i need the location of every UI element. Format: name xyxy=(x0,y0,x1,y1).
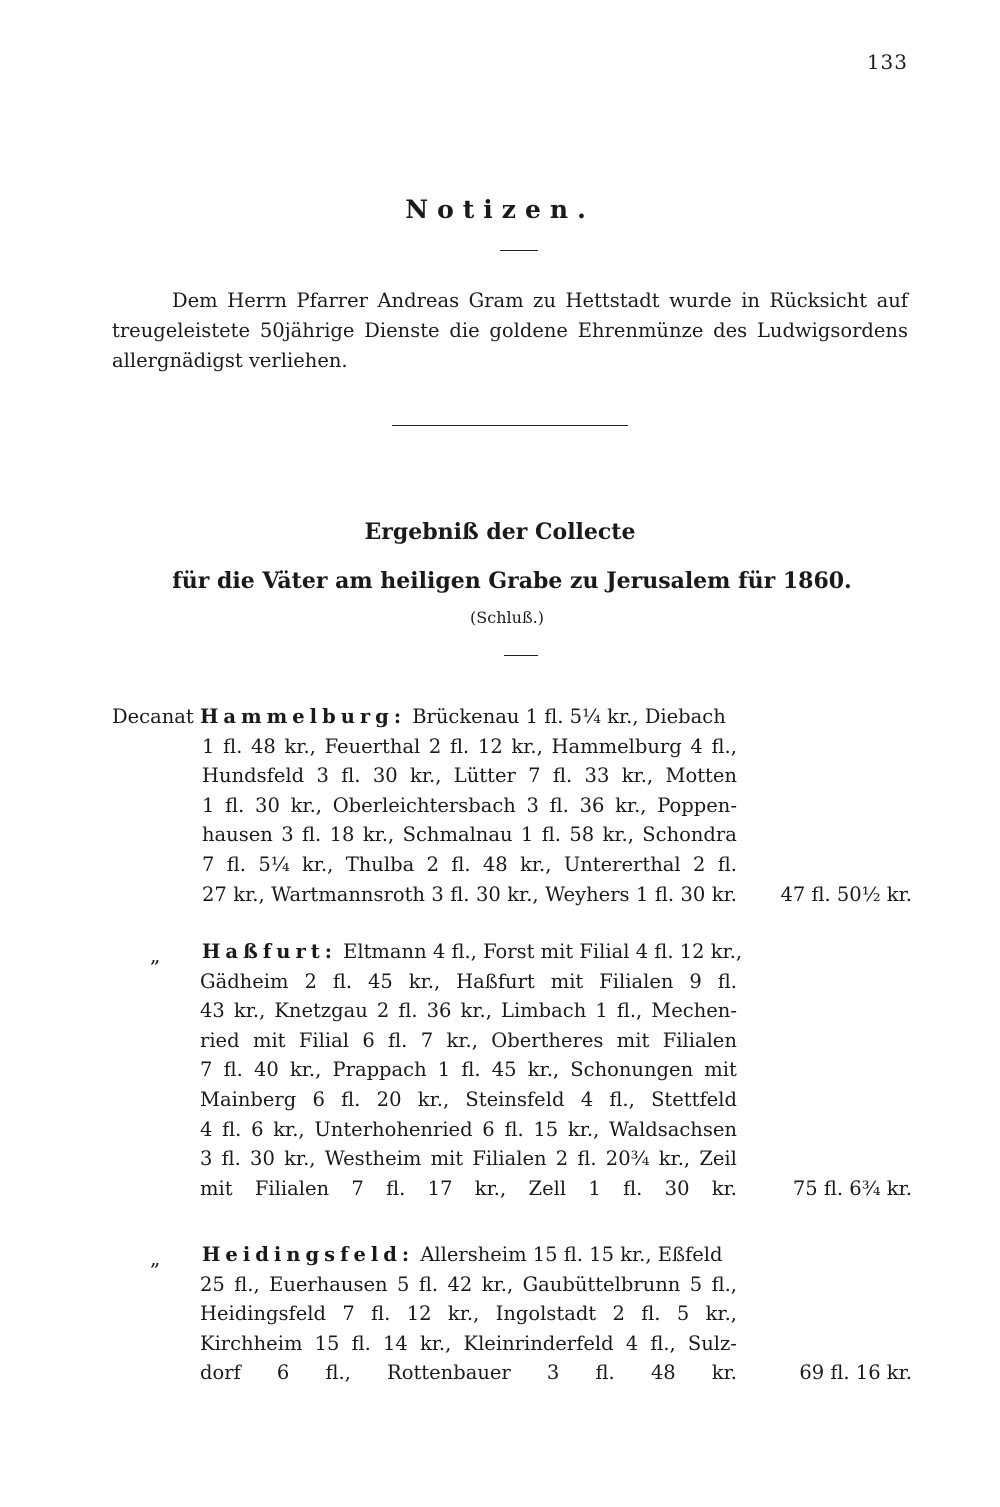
entry-line xyxy=(202,1299,737,1329)
word: 6 xyxy=(362,1028,375,1052)
word: 5 xyxy=(689,1272,703,1296)
word: 36 xyxy=(579,793,605,817)
word: 3 xyxy=(200,1147,213,1171)
word: 45 xyxy=(491,1058,517,1082)
entry-line xyxy=(202,732,737,762)
word: fl. xyxy=(341,764,361,788)
entry-lead xyxy=(112,937,743,967)
word: 4 xyxy=(690,734,703,758)
entry-line xyxy=(202,967,737,997)
word: Filialen xyxy=(599,969,674,993)
word: fl. xyxy=(717,852,737,876)
word: 42 xyxy=(447,1272,473,1296)
entry-line xyxy=(202,791,737,821)
word: 6 xyxy=(251,1117,264,1141)
word: 45 xyxy=(368,969,393,993)
word: 3 xyxy=(281,823,294,847)
entry-line xyxy=(202,1055,737,1085)
entry-line xyxy=(202,996,737,1026)
word: Filialen xyxy=(662,1028,737,1052)
word: 5 xyxy=(676,1302,690,1326)
word: Unterhohenried xyxy=(314,1117,473,1141)
word: Schondra xyxy=(642,823,737,847)
word: Heidingsfeld xyxy=(200,1302,327,1326)
word: fl., xyxy=(650,1331,676,1355)
ditto-mark: „ xyxy=(150,943,161,967)
word: kr., xyxy=(408,969,441,993)
entry-line xyxy=(202,1329,737,1359)
divider-short xyxy=(500,250,538,251)
word: Gädheim xyxy=(200,969,289,993)
word: Oberleichtersbach xyxy=(332,793,516,817)
entry-line xyxy=(202,1026,737,1056)
word: kr., xyxy=(289,1058,322,1082)
word: kr., xyxy=(615,793,647,817)
word: Motten xyxy=(665,764,737,788)
word: mit xyxy=(430,1147,464,1171)
entry-name: Hammelburg: xyxy=(199,705,407,728)
word: Filial xyxy=(298,1028,349,1052)
word: Feuerthal xyxy=(324,734,421,758)
word: fl., xyxy=(711,734,737,758)
word: 36 xyxy=(426,999,452,1023)
word: Haßfurt xyxy=(456,969,535,993)
entry-line xyxy=(202,1085,737,1115)
word: fl., xyxy=(234,1272,260,1296)
word: 15 xyxy=(533,1117,559,1141)
entry-line xyxy=(202,1144,737,1174)
word: fl. xyxy=(332,969,353,993)
word: Lütter xyxy=(453,764,516,788)
word: kr., xyxy=(481,1272,514,1296)
word: 6 xyxy=(312,1087,325,1111)
word: Sulz- xyxy=(687,1331,737,1355)
word: 2 xyxy=(692,852,706,876)
word: kr., xyxy=(284,1147,316,1171)
word: 48 xyxy=(250,734,276,758)
word: 1 xyxy=(595,999,608,1023)
entry-line: Brückenau 1 fl. 5¼ kr., Diebach xyxy=(412,705,726,728)
word: 30 xyxy=(250,1147,275,1171)
word: mit xyxy=(550,969,584,993)
word: fl. xyxy=(549,793,569,817)
word: 33 xyxy=(584,764,610,788)
word: fl. xyxy=(398,999,418,1023)
word: 2 xyxy=(555,1147,569,1171)
word: 2 xyxy=(304,969,317,993)
word: fl. xyxy=(552,764,573,788)
entry-name: Haßfurt: xyxy=(202,940,337,963)
word: fl. xyxy=(388,1028,408,1052)
deanery-entry xyxy=(112,702,912,909)
word: kr., xyxy=(621,764,654,788)
word: fl. xyxy=(541,823,561,847)
word: 7 xyxy=(202,852,215,876)
word: fl. xyxy=(504,1117,524,1141)
word: ried xyxy=(200,1028,240,1052)
word: Steinsfeld xyxy=(465,1087,565,1111)
entry-prefix: Decanat xyxy=(112,705,194,728)
word: Filialen xyxy=(472,1147,547,1171)
word: 5 xyxy=(397,1272,410,1296)
word: 18 xyxy=(329,823,355,847)
divider-short xyxy=(504,655,538,656)
collection-heading: Ergebniß der Collecte xyxy=(364,519,636,545)
entry-body xyxy=(202,937,737,1203)
word: kr., xyxy=(284,734,316,758)
word: 3 xyxy=(316,764,329,788)
word: Euerhausen xyxy=(269,1272,388,1296)
word: kr., xyxy=(417,1087,450,1111)
word: kr., xyxy=(419,1331,452,1355)
word: kr., xyxy=(511,734,543,758)
word: 2 xyxy=(612,1302,625,1326)
word: 1 xyxy=(202,734,215,758)
word: kr., xyxy=(527,1058,560,1082)
word: kr., xyxy=(273,1117,305,1141)
word: fl. xyxy=(225,793,245,817)
word: Obertheres xyxy=(491,1028,604,1052)
word: 20¾ xyxy=(605,1147,650,1171)
deanery-entry xyxy=(112,1240,912,1388)
word: kr., xyxy=(410,764,442,788)
entry-line: mit Filialen 7 fl. 17 kr., Zell 1 fl. 30 kr. xyxy=(200,1176,737,1200)
word: 6 xyxy=(482,1117,495,1141)
word: 7 xyxy=(342,1302,355,1326)
word: Hundsfeld xyxy=(202,764,305,788)
word: fl., xyxy=(616,999,643,1023)
word: fl. xyxy=(221,1147,241,1171)
word: Prappach xyxy=(332,1058,427,1082)
entry-lead xyxy=(112,1240,739,1270)
word: Stettfeld xyxy=(651,1087,737,1111)
entry-line xyxy=(202,761,737,791)
word: 12 xyxy=(477,734,503,758)
word: fl. xyxy=(223,734,243,758)
word: 7 xyxy=(528,764,541,788)
word: 4 xyxy=(625,1331,639,1355)
word: Westheim xyxy=(324,1147,422,1171)
word: Kirchheim xyxy=(200,1331,303,1355)
word: kr., xyxy=(567,1117,600,1141)
word: kr., xyxy=(446,1028,478,1052)
entry-line: 27 kr., Wartmannsroth 3 fl. 30 kr., Weyhers 1 fl. 30 kr. xyxy=(202,882,737,906)
word: Gaubüttelbrunn xyxy=(522,1272,681,1296)
word: 30 xyxy=(255,793,280,817)
ditto-mark: „ xyxy=(150,1246,161,1270)
word: Hammelburg xyxy=(551,734,682,758)
word: Waldsachsen xyxy=(609,1117,737,1141)
word: kr., xyxy=(301,852,334,876)
word: 15 xyxy=(314,1331,340,1355)
word: Poppen- xyxy=(657,793,737,817)
word: Mechen- xyxy=(651,999,737,1023)
entry-line xyxy=(202,820,737,850)
word: mit xyxy=(252,1028,286,1052)
word: 4 xyxy=(580,1087,594,1111)
word: 7 xyxy=(200,1058,213,1082)
word: fl. xyxy=(351,1331,371,1355)
word: hausen xyxy=(202,823,273,847)
entry-line xyxy=(202,850,737,880)
word: fl. xyxy=(226,852,246,876)
word: fl. xyxy=(451,852,471,876)
word: kr., xyxy=(705,1302,737,1326)
word: 20 xyxy=(376,1087,402,1111)
entry-lead xyxy=(112,702,739,732)
word: Ingolstadt xyxy=(495,1302,597,1326)
word: 2 xyxy=(376,999,390,1023)
word: 12 xyxy=(406,1302,432,1326)
word: kr., xyxy=(602,823,634,847)
notes-heading: Notizen. xyxy=(405,195,595,224)
word: Thulba xyxy=(345,852,415,876)
word: fl. xyxy=(341,1087,361,1111)
entry-body xyxy=(199,702,737,909)
word: 1 xyxy=(520,823,534,847)
word: kr., xyxy=(447,1302,480,1326)
word: 5¼ xyxy=(258,852,290,876)
word: 1 xyxy=(202,793,215,817)
collection-note: (Schluß.) xyxy=(470,608,544,627)
word: Schmalnau xyxy=(402,823,513,847)
word: fl. xyxy=(577,1147,597,1171)
collection-subheading: für die Väter am heiligen Grabe zu Jerusalem für 1860. xyxy=(172,568,852,594)
entry-name: Heidingsfeld: xyxy=(202,1243,415,1266)
word: 1 xyxy=(437,1058,451,1082)
word: fl. xyxy=(461,1058,481,1082)
word: 2 xyxy=(428,734,442,758)
word: kr., xyxy=(362,823,395,847)
word: fl., xyxy=(711,1272,737,1296)
entry-line: Allersheim 15 fl. 15 kr., Eßfeld xyxy=(420,1243,723,1266)
word: fl. xyxy=(371,1302,391,1326)
divider-long xyxy=(392,425,628,426)
word: Mainberg xyxy=(200,1087,297,1111)
word: fl. xyxy=(302,823,322,847)
word: kr., xyxy=(520,852,552,876)
word: fl. xyxy=(641,1302,661,1326)
word: Limbach xyxy=(501,999,587,1023)
word: fl. xyxy=(223,1058,243,1082)
entry-line xyxy=(202,1270,737,1300)
entry-line: Eltmann 4 fl., Forst mit Filial 4 fl. 12 kr., xyxy=(343,940,743,963)
word: Knetzgau xyxy=(274,999,368,1023)
entry-line: dorf 6 fl., Rottenbauer 3 fl. 48 kr. xyxy=(200,1361,737,1385)
word: kr., xyxy=(460,999,492,1023)
word: 48 xyxy=(482,852,508,876)
word: fl. xyxy=(717,969,737,993)
word: 40 xyxy=(253,1058,279,1082)
page-number: 133 xyxy=(866,50,908,74)
word: 9 xyxy=(689,969,702,993)
word: Zeil xyxy=(699,1147,737,1171)
word: 14 xyxy=(382,1331,408,1355)
word: Untererthal xyxy=(563,852,681,876)
notice-text: Dem Herrn Pfarrer Andreas Gram zu Hettstadt wurde in Rücksicht auf treugeleistete 50jährige Dienste die goldene Ehrenmünze des Ludwigsordens allergnädigst verliehen. xyxy=(112,289,908,372)
word: fl., xyxy=(609,1087,635,1111)
word: kr., xyxy=(658,1147,691,1171)
deanery-entry xyxy=(112,937,912,1203)
word: 2 xyxy=(426,852,439,876)
word: kr., xyxy=(290,793,322,817)
word: 30 xyxy=(372,764,398,788)
word: 25 xyxy=(200,1272,225,1296)
entry-line xyxy=(202,1115,737,1145)
word: mit xyxy=(616,1028,650,1052)
word: fl. xyxy=(418,1272,439,1296)
notice-paragraph xyxy=(112,286,908,376)
word: fl. xyxy=(222,1117,242,1141)
word: 58 xyxy=(569,823,595,847)
word: Kleinrinderfeld xyxy=(463,1331,614,1355)
word: 4 xyxy=(200,1117,213,1141)
word: fl. xyxy=(450,734,470,758)
word: kr., xyxy=(233,999,266,1023)
entry-total: 75 fl. 6¾ kr. xyxy=(792,1176,912,1200)
word: mit xyxy=(704,1058,737,1082)
entry-total: 47 fl. 50½ kr. xyxy=(780,882,912,906)
word: 3 xyxy=(526,793,539,817)
word: Schonungen xyxy=(570,1058,694,1082)
entry-total: 69 fl. 16 kr. xyxy=(799,1361,912,1385)
word: 43 xyxy=(200,999,225,1023)
word: 7 xyxy=(420,1028,434,1052)
